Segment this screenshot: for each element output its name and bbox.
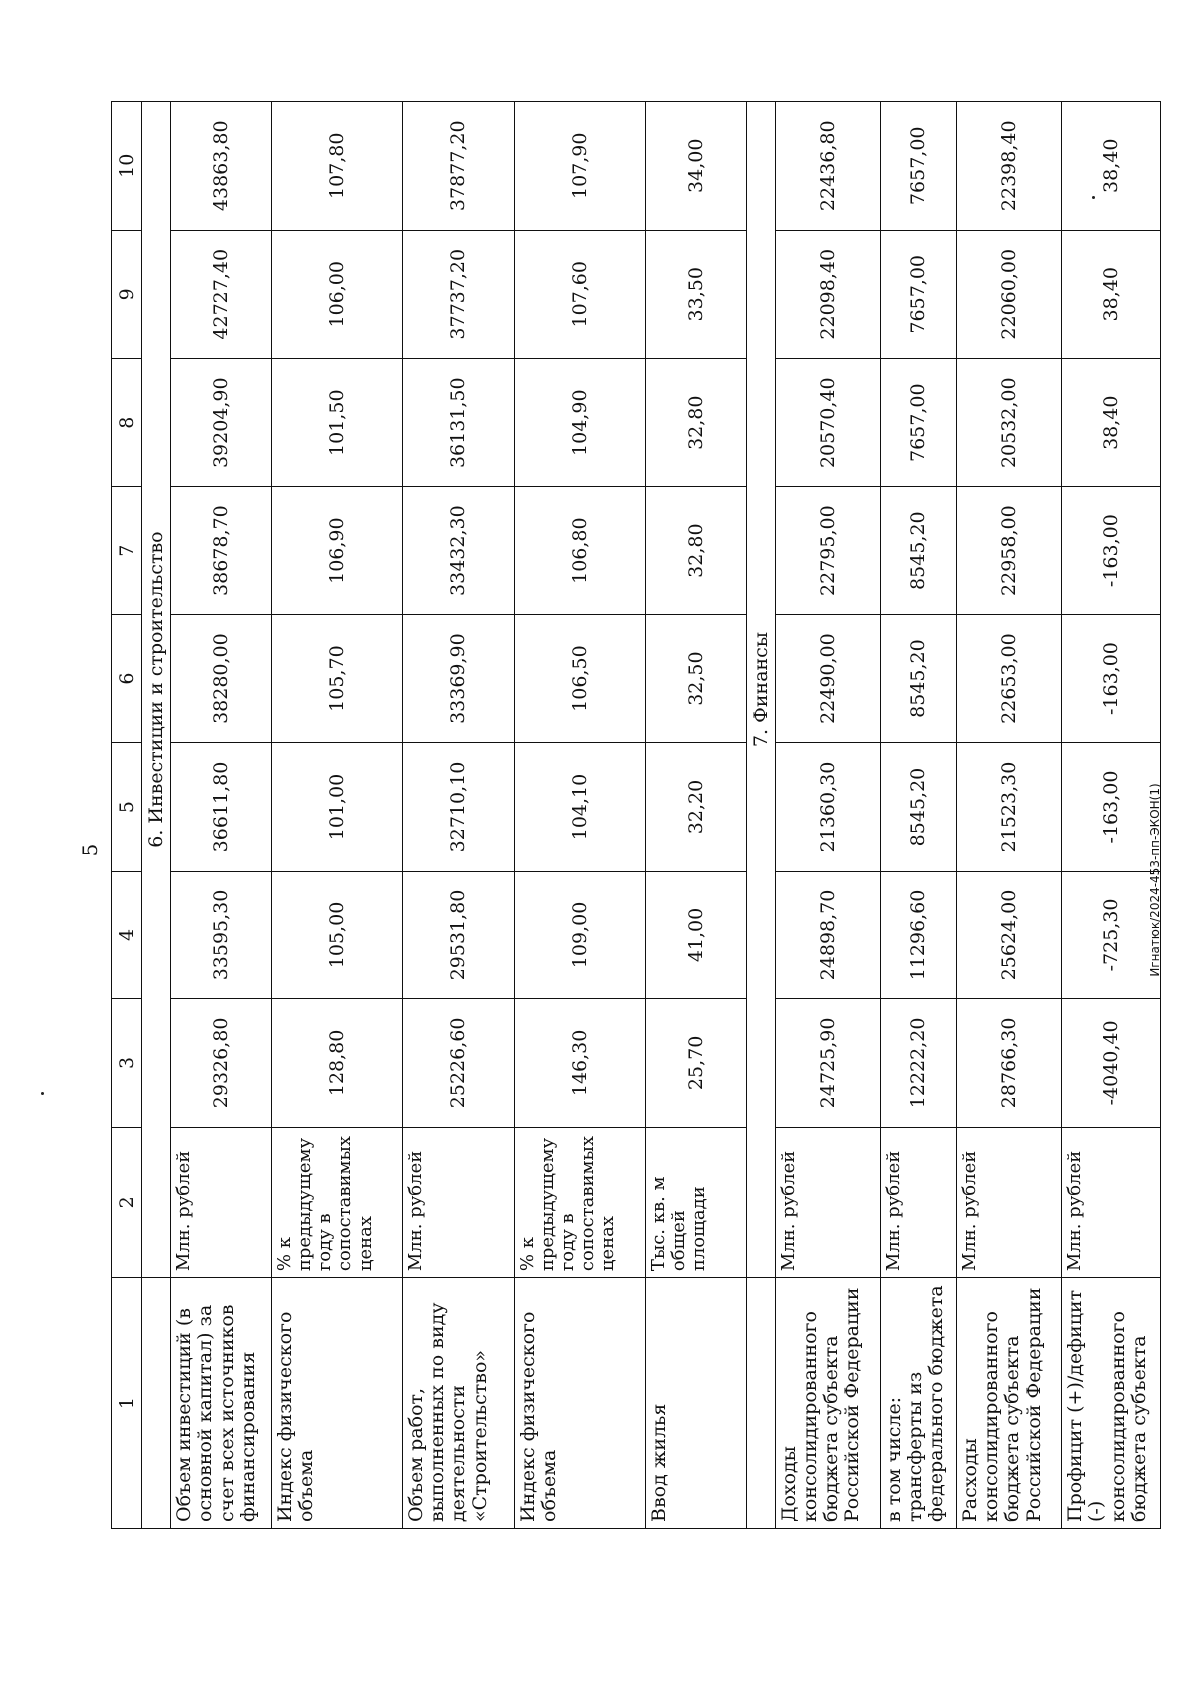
- section-heading-row: [142, 102, 171, 1529]
- value-cell: 25,70: [645, 999, 746, 1127]
- indicator-unit: Тыс. кв. м общей площади: [645, 1127, 746, 1278]
- value-cell: 28766,30: [956, 999, 1061, 1127]
- value-cell: 21360,30: [775, 743, 880, 871]
- value-cell: -163,00: [1062, 743, 1161, 871]
- table-row: [271, 102, 402, 1529]
- table-row: [514, 102, 645, 1529]
- value-cell: 106,90: [271, 487, 402, 614]
- value-cell: 38,40: [1062, 102, 1161, 231]
- indicator-name: в том числе: трансферты из федерального бюджета: [880, 1278, 956, 1529]
- value-cell: 8545,20: [880, 743, 956, 871]
- value-cell: 33369,90: [402, 614, 514, 742]
- indicator-name: Индекс физического объема: [514, 1278, 645, 1529]
- column-header: 8: [112, 358, 142, 486]
- value-cell: 38,40: [1062, 230, 1161, 358]
- value-cell: 39204,90: [170, 358, 271, 486]
- value-cell: 32,20: [645, 743, 746, 871]
- table-row: [170, 102, 271, 1529]
- value-cell: 20532,00: [956, 358, 1061, 486]
- value-cell: 22653,00: [956, 614, 1061, 742]
- indicator-unit: Млн. рублей: [170, 1127, 271, 1278]
- column-header: 6: [112, 614, 142, 742]
- value-cell: 22795,00: [775, 487, 880, 614]
- table-row: [956, 102, 1061, 1529]
- value-cell: 32,50: [645, 614, 746, 742]
- value-cell: 21523,30: [956, 743, 1061, 871]
- value-cell: 106,50: [514, 614, 645, 742]
- value-cell: 43863,80: [170, 102, 271, 231]
- value-cell: 107,90: [514, 102, 645, 231]
- indicator-name: Индекс физического объема: [271, 1278, 402, 1529]
- value-cell: 22490,00: [775, 614, 880, 742]
- value-cell: 33432,30: [402, 487, 514, 614]
- document-code-text: Игнатюк/2024-453-пп-ЭКОН(1): [1148, 783, 1162, 977]
- value-cell: 37737,20: [402, 230, 514, 358]
- value-cell: 32,80: [645, 487, 746, 614]
- value-cell: 32710,10: [402, 743, 514, 871]
- value-cell: 109,00: [514, 871, 645, 998]
- value-cell: 22098,40: [775, 230, 880, 358]
- value-cell: 24898,70: [775, 871, 880, 998]
- value-cell: 12222,20: [880, 999, 956, 1127]
- value-cell: 7657,00: [880, 102, 956, 231]
- value-cell: 101,00: [271, 743, 402, 871]
- column-header: 7: [112, 487, 142, 614]
- section-heading-row: [746, 102, 775, 1529]
- value-cell: 7657,00: [880, 230, 956, 358]
- section-title: 7. Финансы: [746, 102, 775, 1278]
- table-row: [1062, 102, 1161, 1529]
- value-cell: -4040,40: [1062, 999, 1161, 1127]
- value-cell: -163,00: [1062, 614, 1161, 742]
- value-cell: 22060,00: [956, 230, 1061, 358]
- value-cell: 107,60: [514, 230, 645, 358]
- value-cell: -163,00: [1062, 487, 1161, 614]
- value-cell: 106,00: [271, 230, 402, 358]
- column-header: 5: [112, 743, 142, 871]
- value-cell: 104,10: [514, 743, 645, 871]
- value-cell: 29531,80: [402, 871, 514, 998]
- value-cell: 33595,30: [170, 871, 271, 998]
- table-row: [880, 102, 956, 1529]
- value-cell: 38678,70: [170, 487, 271, 614]
- indicator-unit: Млн. рублей: [1062, 1127, 1161, 1278]
- value-cell: 25226,60: [402, 999, 514, 1127]
- value-cell: 105,00: [271, 871, 402, 998]
- table-row: [402, 102, 514, 1529]
- column-header: 3: [112, 999, 142, 1127]
- indicator-name: Профицит (+)/дефицит (-) консолидированного бюджета субъекта: [1062, 1278, 1161, 1529]
- value-cell: 24725,90: [775, 999, 880, 1127]
- value-cell: 38280,00: [170, 614, 271, 742]
- value-cell: 22436,80: [775, 102, 880, 231]
- value-cell: 8545,20: [880, 614, 956, 742]
- value-cell: 105,70: [271, 614, 402, 742]
- value-cell: 104,90: [514, 358, 645, 486]
- value-cell: -725,30: [1062, 871, 1161, 998]
- table-row: [775, 102, 880, 1529]
- value-cell: 34,00: [645, 102, 746, 231]
- value-cell: 25624,00: [956, 871, 1061, 998]
- value-cell: 38,40: [1062, 358, 1161, 486]
- rotated-table-container: [111, 101, 1161, 1529]
- indicator-name: Объем работ, выполненных по виду деятельности «Строительство»: [402, 1278, 514, 1529]
- table-row: [645, 102, 746, 1529]
- indicator-unit: Млн. рублей: [880, 1127, 956, 1278]
- column-header: 1: [112, 1278, 142, 1529]
- value-cell: 29326,80: [170, 999, 271, 1127]
- column-header: 9: [112, 230, 142, 358]
- scan-speck: [41, 1092, 44, 1095]
- value-cell: 107,80: [271, 102, 402, 231]
- scan-speck: [1092, 196, 1095, 199]
- value-cell: 36131,50: [402, 358, 514, 486]
- column-header: 4: [112, 871, 142, 998]
- value-cell: 37877,20: [402, 102, 514, 231]
- indicator-name: Расходы консолидированного бюджета субъекта Российской Федерации: [956, 1278, 1061, 1529]
- column-header: 2: [112, 1127, 142, 1278]
- value-cell: 41,00: [645, 871, 746, 998]
- indicator-unit: % к предыдущему году в сопоставимых ценах: [514, 1127, 645, 1278]
- column-header: 10: [112, 102, 142, 231]
- value-cell: 8545,20: [880, 487, 956, 614]
- column-number-row: [112, 102, 142, 1529]
- value-cell: 20570,40: [775, 358, 880, 486]
- indicator-unit: % к предыдущему году в сопоставимых ценах: [271, 1127, 402, 1278]
- indicator-unit: Млн. рублей: [402, 1127, 514, 1278]
- value-cell: 128,80: [271, 999, 402, 1127]
- value-cell: 11296,60: [880, 871, 956, 998]
- value-cell: 36611,80: [170, 743, 271, 871]
- value-cell: 101,50: [271, 358, 402, 486]
- value-cell: 106,80: [514, 487, 645, 614]
- indicator-name: Объем инвестиций (в основной капитал) за счет всех источников финансирования: [170, 1278, 271, 1529]
- indicator-name: Доходы консолидированного бюджета субъекта Российской Федерации: [775, 1278, 880, 1529]
- section-title: 6. Инвестиции и строительство: [142, 102, 171, 1278]
- indicator-unit: Млн. рублей: [775, 1127, 880, 1278]
- value-cell: 32,80: [645, 358, 746, 486]
- value-cell: 33,50: [645, 230, 746, 358]
- page-number: 5: [78, 843, 102, 857]
- indicator-name: Ввод жилья: [645, 1278, 746, 1529]
- value-cell: 7657,00: [880, 358, 956, 486]
- value-cell: 42727,40: [170, 230, 271, 358]
- value-cell: 22958,00: [956, 487, 1061, 614]
- value-cell: 146,30: [514, 999, 645, 1127]
- value-cell: 22398,40: [956, 102, 1061, 231]
- indicators-table: [111, 101, 1161, 1529]
- indicator-unit: Млн. рублей: [956, 1127, 1061, 1278]
